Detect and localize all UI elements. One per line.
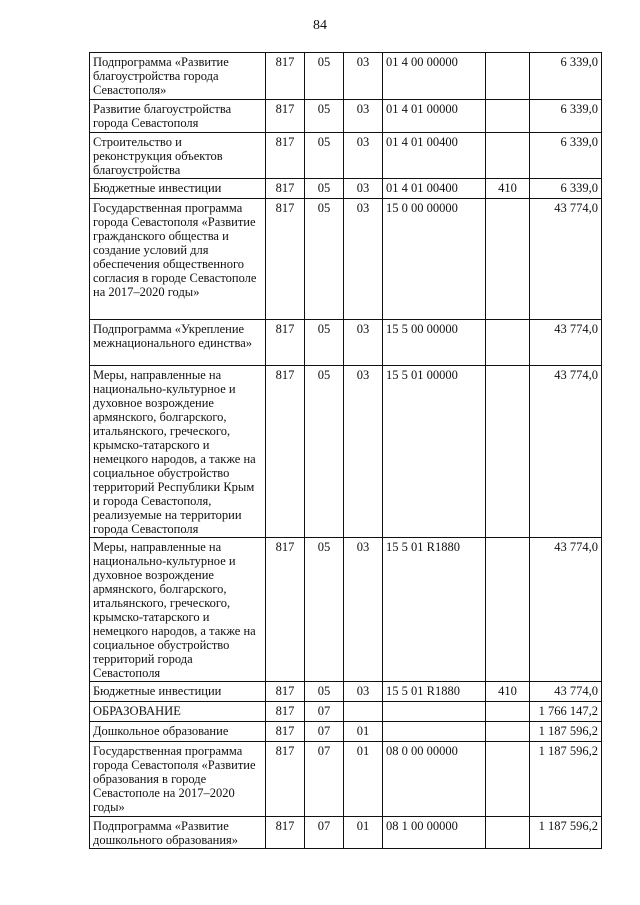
row-vr <box>486 817 530 849</box>
row-vr: 410 <box>486 682 530 702</box>
table-row <box>90 320 602 366</box>
row-ved: 817 <box>266 722 305 742</box>
row-name: Подпрограмма «Развитие дошкольного образования» <box>90 817 266 849</box>
row-vr <box>486 53 530 100</box>
row-ved: 817 <box>266 682 305 702</box>
row-pr: 03 <box>344 199 383 320</box>
row-sum: 6 339,0 <box>530 133 602 179</box>
row-ved: 817 <box>266 320 305 366</box>
row-name: Строительство и реконструкция объектов благоустройства <box>90 133 266 179</box>
row-csr: 15 5 01 00000 <box>383 366 486 538</box>
row-ved: 817 <box>266 179 305 199</box>
row-sum: 43 774,0 <box>530 366 602 538</box>
row-ved: 817 <box>266 199 305 320</box>
row-sum: 43 774,0 <box>530 682 602 702</box>
row-name: Государственная программа города Севастополя «Развитие образования в городе Севастополе на 2017–2020 годы» <box>90 742 266 817</box>
row-vr <box>486 538 530 682</box>
row-csr: 01 4 01 00400 <box>383 179 486 199</box>
row-pr: 03 <box>344 133 383 179</box>
row-sum: 6 339,0 <box>530 100 602 133</box>
row-ved: 817 <box>266 53 305 100</box>
table-row <box>90 53 602 100</box>
row-name: Бюджетные инвестиции <box>90 179 266 199</box>
row-csr <box>383 702 486 722</box>
row-pr <box>344 702 383 722</box>
row-rz: 05 <box>305 320 344 366</box>
row-pr: 03 <box>344 538 383 682</box>
table-row <box>90 682 602 702</box>
row-name: ОБРАЗОВАНИЕ <box>90 702 266 722</box>
row-vr <box>486 702 530 722</box>
row-sum: 6 339,0 <box>530 179 602 199</box>
row-csr <box>383 722 486 742</box>
row-vr <box>486 742 530 817</box>
row-rz: 07 <box>305 817 344 849</box>
table-row <box>90 817 602 849</box>
row-rz: 05 <box>305 538 344 682</box>
row-pr: 01 <box>344 742 383 817</box>
row-sum: 6 339,0 <box>530 53 602 100</box>
row-csr: 01 4 00 00000 <box>383 53 486 100</box>
row-csr: 01 4 01 00000 <box>383 100 486 133</box>
table-row <box>90 722 602 742</box>
row-pr: 03 <box>344 320 383 366</box>
row-rz: 05 <box>305 100 344 133</box>
table-row <box>90 133 602 179</box>
table-row <box>90 742 602 817</box>
row-vr <box>486 320 530 366</box>
row-vr <box>486 199 530 320</box>
row-csr: 15 5 01 R1880 <box>383 682 486 702</box>
row-sum: 43 774,0 <box>530 199 602 320</box>
budget-table <box>89 52 602 849</box>
row-vr <box>486 722 530 742</box>
row-name: Бюджетные инвестиции <box>90 682 266 702</box>
row-sum: 43 774,0 <box>530 320 602 366</box>
row-vr <box>486 366 530 538</box>
row-csr: 01 4 01 00400 <box>383 133 486 179</box>
row-name: Развитие благоустройства города Севастополя <box>90 100 266 133</box>
row-sum: 1 187 596,2 <box>530 722 602 742</box>
row-sum: 1 187 596,2 <box>530 742 602 817</box>
row-csr: 15 5 00 00000 <box>383 320 486 366</box>
row-ved: 817 <box>266 366 305 538</box>
row-name: Дошкольное образование <box>90 722 266 742</box>
row-pr: 03 <box>344 682 383 702</box>
table-row <box>90 366 602 538</box>
row-rz: 05 <box>305 133 344 179</box>
row-rz: 07 <box>305 742 344 817</box>
row-vr <box>486 133 530 179</box>
row-csr: 15 5 01 R1880 <box>383 538 486 682</box>
row-ved: 817 <box>266 538 305 682</box>
row-vr: 410 <box>486 179 530 199</box>
row-pr: 03 <box>344 100 383 133</box>
table-row <box>90 538 602 682</box>
row-name: Государственная программа города Севастополя «Развитие гражданского общества и создание условий для обеспечения общественного согласия в городе Севастополе на 2017–2020 годы» <box>90 199 266 320</box>
row-csr: 08 0 00 00000 <box>383 742 486 817</box>
row-rz: 07 <box>305 722 344 742</box>
row-ved: 817 <box>266 702 305 722</box>
row-sum: 1 187 596,2 <box>530 817 602 849</box>
row-ved: 817 <box>266 742 305 817</box>
table-row <box>90 179 602 199</box>
row-name: Меры, направленные на национально-культурное и духовное возрождение армянского, болгарского, итальянского, греческого, крымско-татарского и немецкого народов, а также на социальное обустройство территорий города Севастополя <box>90 538 266 682</box>
row-rz: 05 <box>305 366 344 538</box>
row-pr: 01 <box>344 817 383 849</box>
row-name: Подпрограмма «Развитие благоустройства города Севастополя» <box>90 53 266 100</box>
table-row <box>90 199 602 320</box>
row-vr <box>486 100 530 133</box>
row-csr: 15 0 00 00000 <box>383 199 486 320</box>
table-row <box>90 100 602 133</box>
row-csr: 08 1 00 00000 <box>383 817 486 849</box>
row-pr: 03 <box>344 53 383 100</box>
table-row <box>90 702 602 722</box>
row-ved: 817 <box>266 100 305 133</box>
row-rz: 05 <box>305 199 344 320</box>
row-rz: 05 <box>305 682 344 702</box>
row-pr: 03 <box>344 366 383 538</box>
page-number: 84 <box>313 18 327 33</box>
row-name: Подпрограмма «Укрепление межнационального единства» <box>90 320 266 366</box>
row-name: Меры, направленные на национально-культурное и духовное возрождение армянского, болгарского, итальянского, греческого, крымско-татарского и немецкого народов, а также на социальное обустройство территорий Республики Крым и города Севастополя, реализуемые на территории города Севастополя <box>90 366 266 538</box>
row-rz: 07 <box>305 702 344 722</box>
row-pr: 01 <box>344 722 383 742</box>
row-rz: 05 <box>305 53 344 100</box>
row-pr: 03 <box>344 179 383 199</box>
row-sum: 1 766 147,2 <box>530 702 602 722</box>
row-ved: 817 <box>266 817 305 849</box>
row-rz: 05 <box>305 179 344 199</box>
row-sum: 43 774,0 <box>530 538 602 682</box>
row-ved: 817 <box>266 133 305 179</box>
